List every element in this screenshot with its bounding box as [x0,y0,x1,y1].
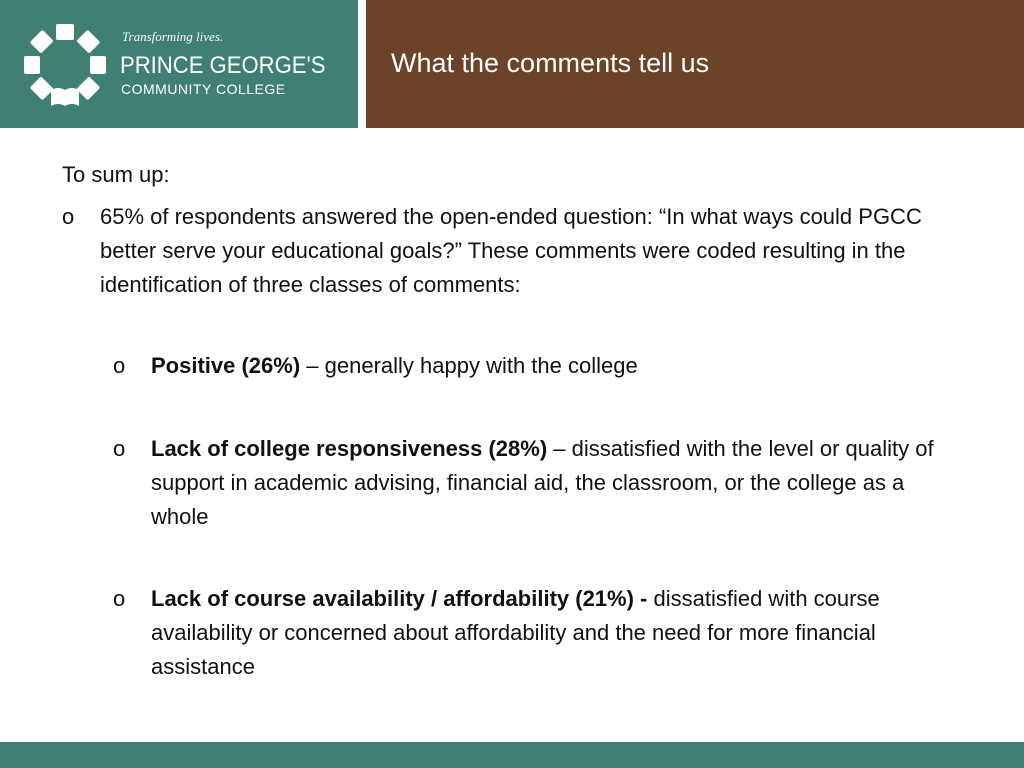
class-label: Positive (26%) [151,353,301,378]
class-description: – dissatisfied with the level or quality of support in academic advising, financial aid, the classroom, or the college as a whole [151,436,934,529]
bullet-marker: o [113,353,126,378]
logo-tagline: Transforming lives. [122,29,224,44]
bullet-marker: o [113,436,126,461]
footer-bar [0,742,1024,768]
comment-class-availability [113,582,961,684]
comment-class-positive [113,349,961,383]
logo-college-name: PRINCE GEORGE'S [120,52,326,79]
intro-text: To sum up: [62,162,170,187]
slide-title: What the comments tell us [391,48,710,78]
main-bullet-text: 65% of respondents answered the open-ended question: “In what ways could PGCC better serve your educational goals?” These comments were coded resulting in the identification of three classes of comments: [100,204,922,297]
bullet-marker: o [113,586,126,611]
class-label: Lack of course availability / affordability (21%) - [151,586,648,611]
class-description: dissatisfied with course availability or concerned about affordability and the need for more financial assistance [151,586,880,679]
class-label: Lack of college responsiveness (28%) [151,436,548,461]
bullet-marker: o [62,204,75,229]
main-bullet [62,200,970,302]
comment-class-responsiveness [113,432,961,534]
logo-college-subtitle: COMMUNITY COLLEGE [121,81,286,97]
class-description: – generally happy with the college [300,353,638,378]
